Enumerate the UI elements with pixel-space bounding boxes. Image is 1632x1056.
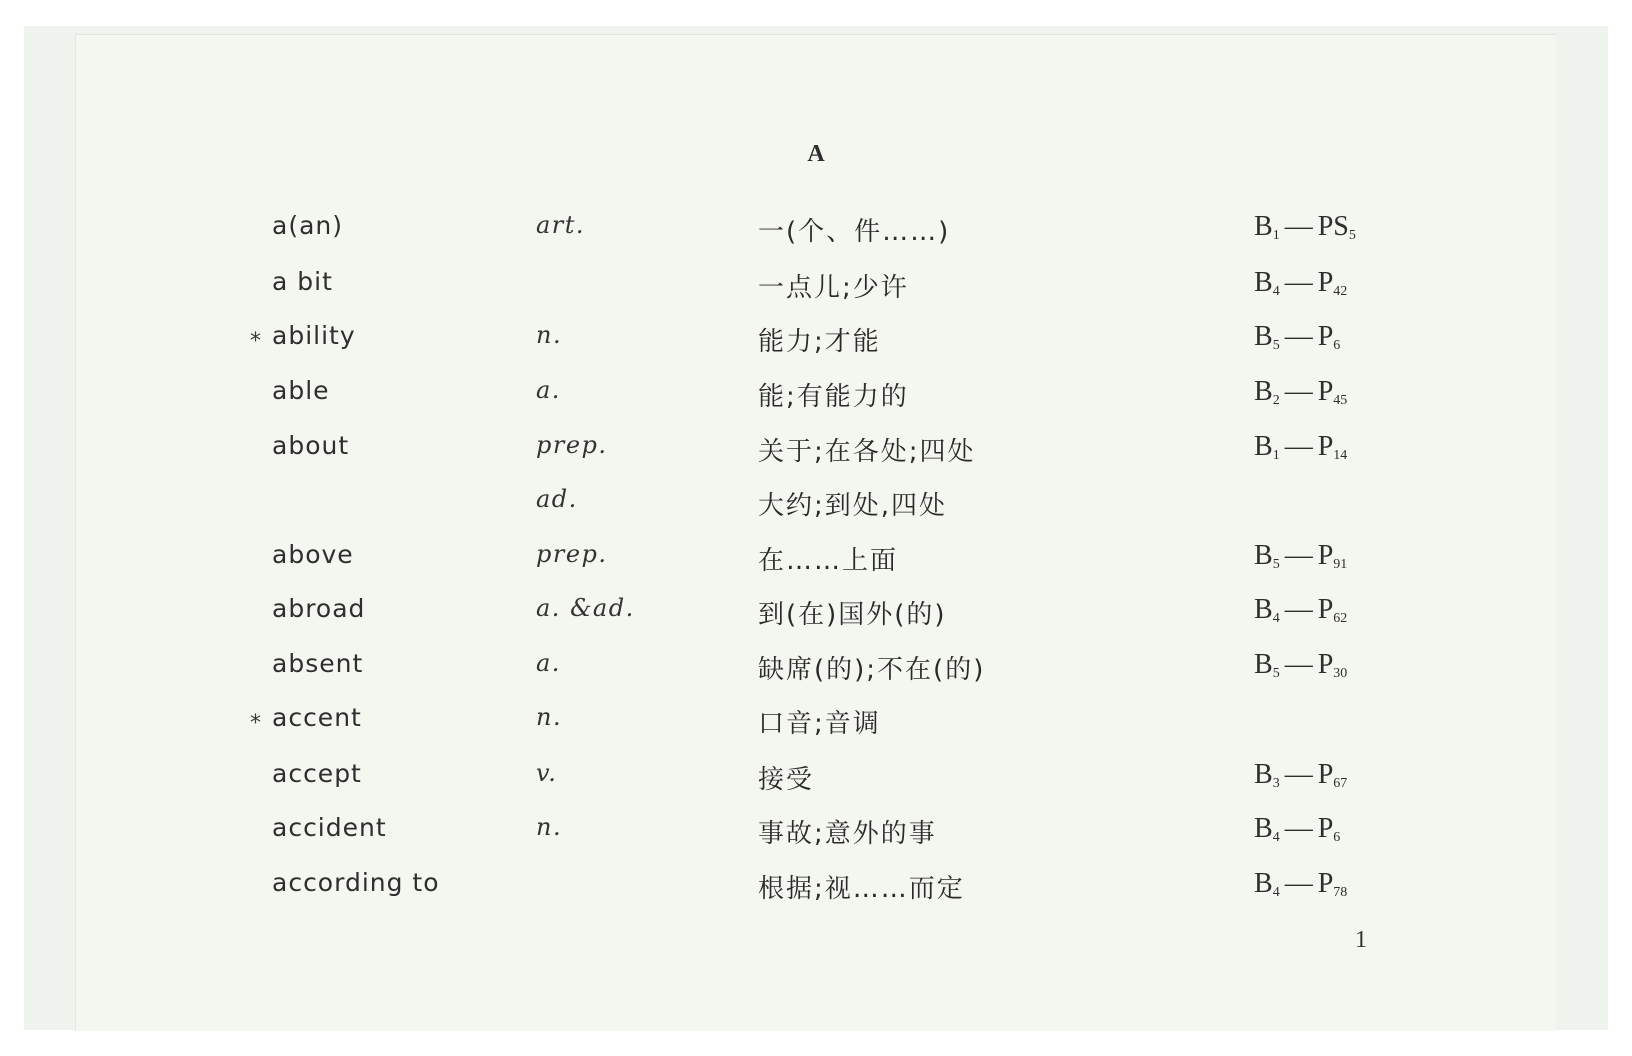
ref-page: P: [1317, 868, 1334, 899]
ref-book: B: [1254, 813, 1273, 844]
headword: a(an): [272, 211, 343, 240]
entry-row: [76, 485, 1556, 525]
ref-book: B: [1254, 868, 1273, 899]
ref-book-number: 1: [1272, 448, 1280, 463]
ref-book: B: [1254, 540, 1273, 571]
part-of-speech: art.: [536, 211, 586, 239]
book-page-reference: [1254, 813, 1340, 846]
ref-book: B: [1254, 594, 1273, 625]
dictionary-page: [75, 34, 1556, 1031]
entry-row: [76, 649, 1556, 689]
ref-page-number: 45: [1333, 393, 1348, 408]
chinese-meaning: 一(个、件……): [758, 217, 951, 247]
part-of-speech: n.: [536, 703, 563, 731]
ref-book-number: 4: [1272, 885, 1280, 900]
headword: accident: [272, 813, 387, 842]
ref-book: B: [1254, 759, 1273, 790]
chinese-meaning: 在……上面: [758, 546, 899, 576]
headword: able: [272, 376, 330, 405]
book-page-reference: [1254, 376, 1347, 409]
part-of-speech: a. &ad.: [536, 594, 635, 622]
headword: according to: [272, 868, 440, 897]
chinese-meaning: 到(在)国外(的): [758, 600, 947, 630]
chinese-meaning: 口音;音调: [758, 709, 881, 739]
ref-page-number: 30: [1333, 666, 1348, 681]
book-page-reference: [1254, 594, 1347, 627]
ref-page: P: [1317, 594, 1334, 625]
ref-page: P: [1317, 321, 1334, 352]
chinese-meaning: 能力;才能: [758, 327, 881, 357]
book-page-reference: [1254, 649, 1347, 682]
book-page-reference: [1254, 321, 1340, 354]
ref-book: B: [1254, 267, 1273, 298]
section-heading: A: [807, 141, 825, 167]
ref-book: B: [1254, 649, 1273, 680]
ref-page: P: [1317, 649, 1334, 680]
ref-dash: —: [1284, 594, 1313, 625]
ref-page-number: 62: [1333, 611, 1348, 626]
headword: about: [272, 431, 350, 460]
part-of-speech: a.: [536, 649, 561, 677]
ref-page-number: 5: [1348, 228, 1356, 243]
chinese-meaning: 大约;到处,四处: [758, 491, 948, 521]
chinese-meaning: 根据;视……而定: [758, 874, 965, 904]
chinese-meaning: 接受: [758, 765, 815, 795]
ref-book: B: [1254, 376, 1273, 407]
ref-book-number: 4: [1272, 284, 1280, 299]
chinese-meaning: 一点儿;少许: [758, 273, 909, 303]
ref-book-number: 4: [1272, 611, 1280, 626]
entry-row: [76, 813, 1556, 853]
ref-page: P: [1317, 267, 1334, 298]
headword: abroad: [272, 594, 366, 623]
ref-page-number: 14: [1333, 448, 1348, 463]
ref-book: B: [1254, 321, 1273, 352]
entry-row: [76, 759, 1556, 799]
part-of-speech: prep.: [536, 540, 608, 568]
headword: a bit: [272, 267, 333, 296]
ref-book-number: 5: [1272, 557, 1280, 572]
headword: ability: [272, 321, 356, 350]
ref-dash: —: [1284, 813, 1313, 844]
part-of-speech: n.: [536, 813, 563, 841]
book-page-reference: [1254, 868, 1347, 901]
ref-dash: —: [1284, 540, 1313, 571]
asterisk-mark: *: [250, 329, 261, 354]
ref-book-number: 4: [1272, 830, 1280, 845]
ref-page: P: [1317, 540, 1334, 571]
ref-dash: —: [1284, 868, 1313, 899]
entry-list: [76, 35, 1556, 1031]
asterisk-mark: *: [250, 711, 261, 736]
book-page-reference: [1254, 540, 1347, 573]
part-of-speech: a.: [536, 376, 561, 404]
ref-dash: —: [1284, 376, 1313, 407]
part-of-speech: ad.: [536, 485, 578, 513]
ref-dash: —: [1284, 759, 1313, 790]
entry-row: [76, 703, 1556, 743]
ref-page: P: [1317, 813, 1334, 844]
ref-dash: —: [1284, 321, 1313, 352]
ref-book-number: 1: [1272, 228, 1280, 243]
ref-book-number: 3: [1272, 776, 1280, 791]
ref-page-number: 6: [1333, 338, 1341, 353]
ref-page: P: [1317, 376, 1334, 407]
ref-page-number: 78: [1333, 885, 1348, 900]
ref-book-number: 5: [1272, 338, 1280, 353]
ref-page-number: 6: [1333, 830, 1341, 845]
entry-row: [76, 431, 1556, 471]
ref-page: PS: [1317, 211, 1349, 242]
chinese-meaning: 能;有能力的: [758, 382, 909, 412]
ref-dash: —: [1284, 431, 1313, 462]
headword: absent: [272, 649, 364, 678]
headword: accept: [272, 759, 362, 788]
chinese-meaning: 缺席(的);不在(的): [758, 655, 986, 685]
ref-book: B: [1254, 211, 1273, 242]
ref-book-number: 5: [1272, 666, 1280, 681]
ref-dash: —: [1284, 649, 1313, 680]
part-of-speech: v.: [536, 759, 558, 787]
entry-row: [76, 540, 1556, 580]
entry-row: [76, 868, 1556, 908]
book-page-reference: [1254, 267, 1347, 300]
book-page-reference: [1254, 211, 1356, 244]
book-page-reference: [1254, 431, 1347, 464]
ref-book-number: 2: [1272, 393, 1280, 408]
headword: accent: [272, 703, 362, 732]
entry-row: [76, 594, 1556, 634]
ref-page: P: [1317, 431, 1334, 462]
chinese-meaning: 事故;意外的事: [758, 819, 937, 849]
ref-page-number: 91: [1333, 557, 1348, 572]
entry-row: [76, 267, 1556, 307]
part-of-speech: n.: [536, 321, 563, 349]
entry-row: [76, 211, 1556, 251]
page-number: 1: [1355, 927, 1367, 953]
part-of-speech: prep.: [536, 431, 608, 459]
entry-row: [76, 321, 1556, 361]
chinese-meaning: 关于;在各处;四处: [758, 437, 976, 467]
book-page-reference: [1254, 759, 1347, 792]
ref-dash: —: [1284, 267, 1313, 298]
ref-book: B: [1254, 431, 1273, 462]
ref-page-number: 42: [1333, 284, 1348, 299]
entry-row: [76, 376, 1556, 416]
headword: above: [272, 540, 354, 569]
ref-page: P: [1317, 759, 1334, 790]
ref-page-number: 67: [1333, 776, 1348, 791]
ref-dash: —: [1284, 211, 1313, 242]
